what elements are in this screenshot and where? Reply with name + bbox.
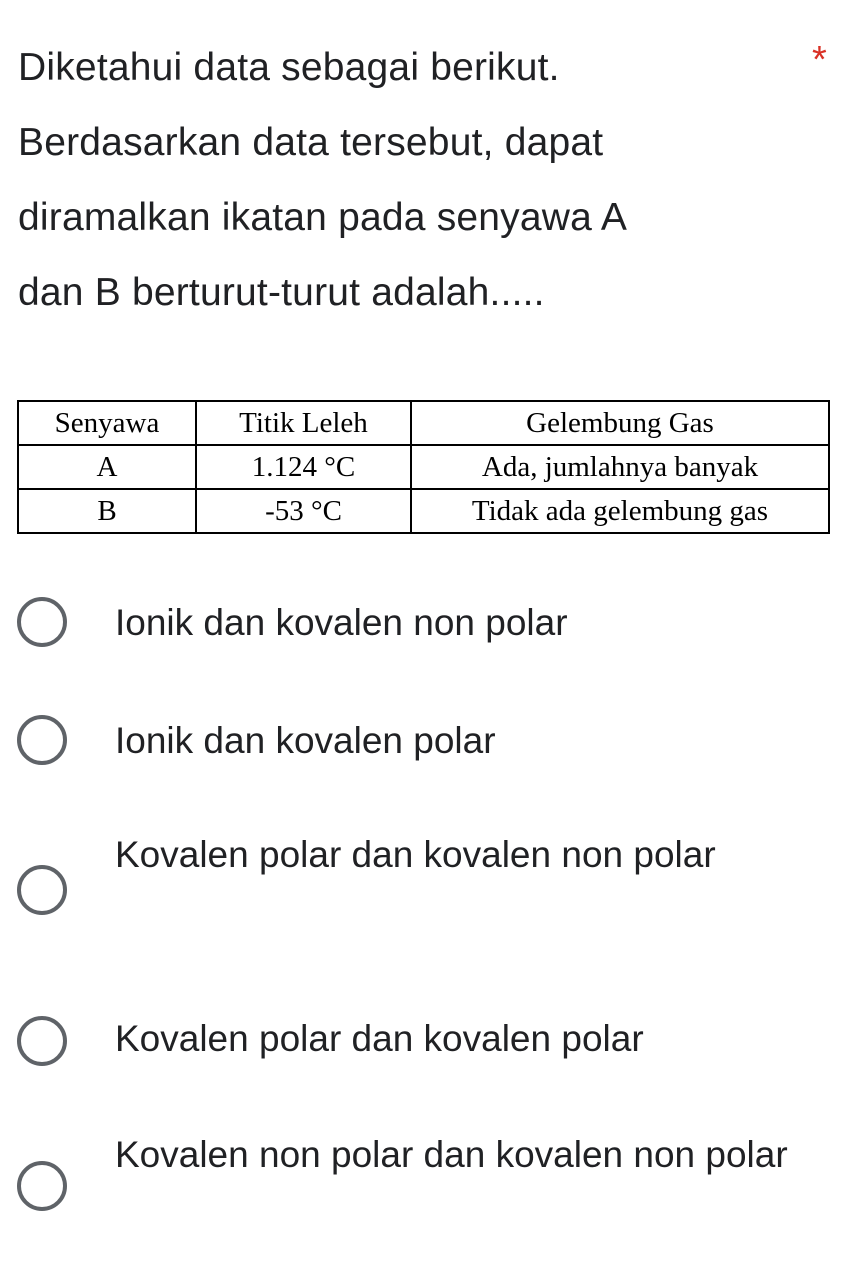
table-cell: -53 °C	[196, 489, 411, 533]
table-cell: Ada, jumlahnya banyak	[411, 445, 829, 489]
answer-option-4[interactable]	[17, 1006, 817, 1076]
table-header-cell: Senyawa	[18, 401, 196, 445]
table-header-cell: Titik Leleh	[196, 401, 411, 445]
table-cell: B	[18, 489, 196, 533]
table-cell: A	[18, 445, 196, 489]
table-cell: Tidak ada gelembung gas	[411, 489, 829, 533]
radio-button-icon[interactable]	[17, 1161, 67, 1211]
radio-button-icon[interactable]	[17, 715, 67, 765]
question-line: Diketahui data sebagai berikut.	[18, 46, 560, 89]
option-label: Kovalen polar dan kovalen non polar	[115, 834, 716, 875]
option-label: Kovalen non polar dan kovalen non polar	[115, 1134, 788, 1175]
data-table	[17, 400, 830, 534]
option-label: Kovalen polar dan kovalen polar	[115, 1018, 644, 1059]
required-asterisk: *	[812, 39, 827, 81]
radio-button-icon[interactable]	[17, 865, 67, 915]
question-text	[18, 30, 778, 330]
answer-option-3[interactable]	[17, 822, 817, 957]
table-header-row	[18, 401, 829, 445]
question-line: dan B berturut-turut adalah.....	[18, 271, 545, 314]
question-line: Berdasarkan data tersebut, dapat	[18, 121, 604, 164]
question-line: diramalkan ikatan pada senyawa A	[18, 196, 628, 239]
table-row	[18, 489, 829, 533]
table-cell: 1.124 °C	[196, 445, 411, 489]
radio-button-icon[interactable]	[17, 1016, 67, 1066]
answer-option-5[interactable]	[17, 1122, 817, 1257]
radio-button-icon[interactable]	[17, 597, 67, 647]
table-header-cell: Gelembung Gas	[411, 401, 829, 445]
answer-option-1[interactable]	[17, 590, 817, 660]
option-label: Ionik dan kovalen polar	[115, 720, 496, 761]
answer-option-2[interactable]	[17, 708, 817, 778]
option-label: Ionik dan kovalen non polar	[115, 602, 568, 643]
table-row	[18, 445, 829, 489]
